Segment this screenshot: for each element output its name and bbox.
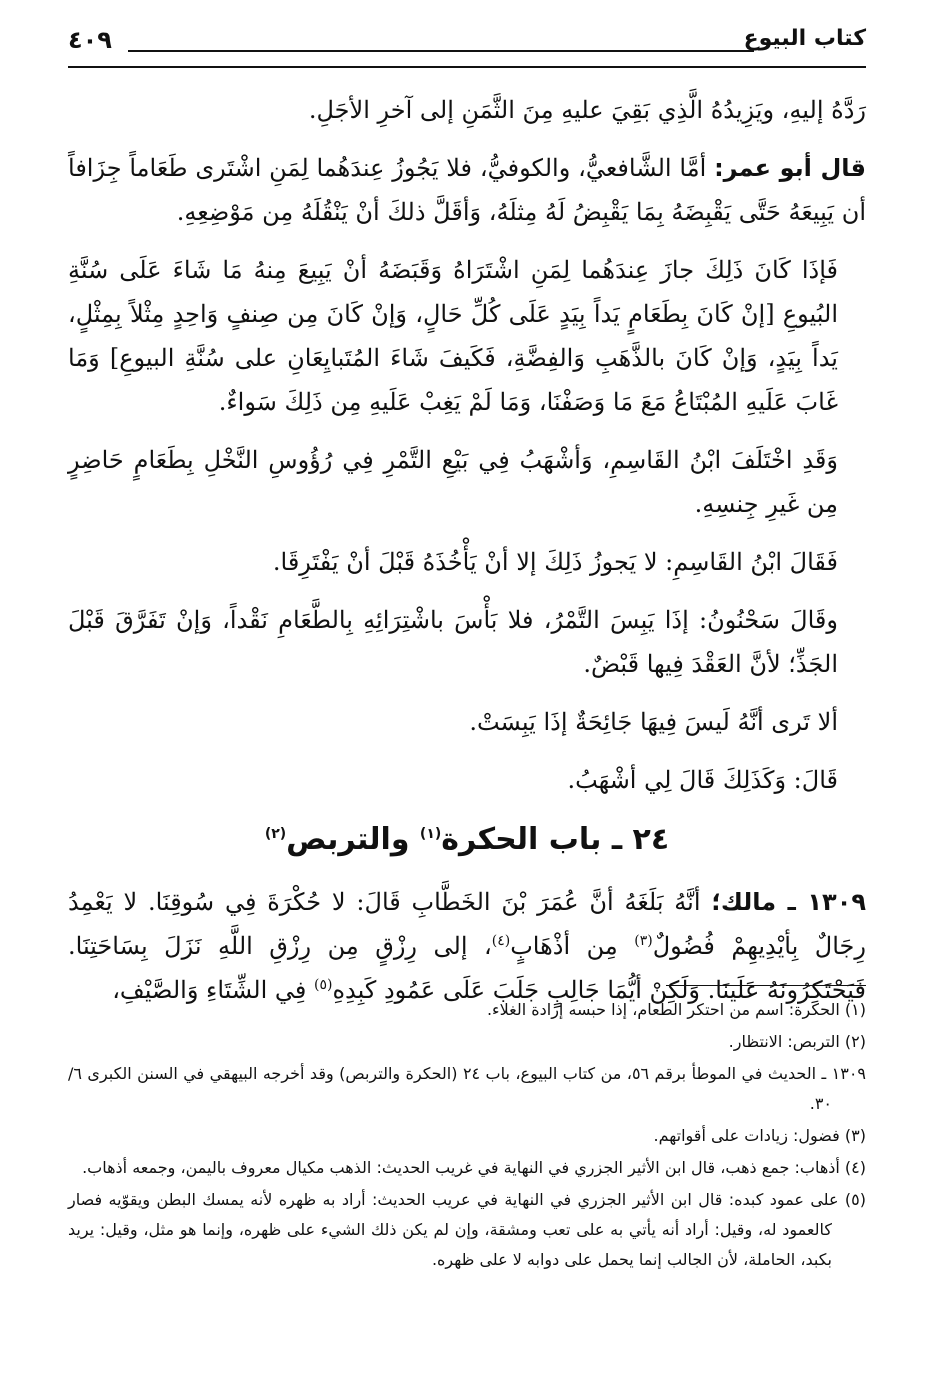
footnote-ref: (٥) [314,977,333,993]
footnote: (٤) أذهاب: جمع ذهب، قال ابن الأثير الجزري في النهاية في غريب الحديث: الذهب مكيال معروف باليمن، وجمعه أذهاب. [82,1158,866,1177]
paragraph: قَالَ: وَكَذَلِكَ قَالَ لِي أشْهَبُ. [567,766,838,794]
footnote: (٣) فضول: زيادات على أقواتهم. [653,1126,866,1145]
footnote: ١٣٠٩ ـ الحديث في الموطأ برقم ٥٦، من كتاب البيوع، باب ٢٤ (الحكرة والتربص) وقد أخرجه البيهقي في السنن الكبرى ٦/ ٣٠. [68,1064,867,1113]
speaker-label: قال أبو عمر: [714,154,866,182]
chapter-title: باب الحكرة [441,822,602,857]
chapter-dash: ـ [601,822,633,857]
header-underline [68,66,866,68]
footnote-ref: (٤) [491,933,511,949]
paragraph: ألا تَرى أنَّهُ لَيسَ فِيهَا جَائِحَةٌ إذَا يَبِسَتْ. [469,708,838,736]
paragraph-text: أنَّهُ بَلَغَهُ أنَّ عُمَرَ بْنَ الخَطَّابِ قَالَ: لا حُكْرَةَ فِي سُوقِنَا. لا يَعْمِدُ رِجَالٌ بِأيْدِيهِمْ فُضُولٌ [68,888,866,960]
paragraph: فَإذَا كَانَ ذَلِكَ جازَ عِندَهُما لِمَنِ اشْتَرَاهُ وَقَبَضَهُ أنْ يَبِيعَ مِنهُ مَا شَاءَ عَلَى سُنَّةِ البُيوعِ [إنْ كَانَ بِطَعَامٍ يَداً بِيَدٍ عَلَى كُلِّ حَالٍ، وَإنْ كَانَ مِن صِنفٍ وَاحِدٍ مِثْلاً بِمِثْلٍ، يَداً بِيَدٍ، وَإنْ كَانَ بالذَّهَبِ وَالفِضَّةِ، فَكَيفَ شَاءَ المُتَبايِعَانِ على سُنَّةِ البيوعِ] وَمَا غَابَ عَلَيهِ المُبْتَاعُ مَعَ مَا وَصَفْنَا، وَمَا لَمْ يَغِبْ عَلَيهِ مِن ذَلِكَ سَواءٌ. [68,256,838,416]
paragraph-text: ، إلى رِزْقٍ مِن رِزْقِ اللَّهِ نَزَلَ بِسَاحَتِنَا. فَيَحْتَكِرُونَهُ عَلَينَا. وَلَكِنْ أيُّمَا جَالِبٍ جَلَبَ عَلَى عَمُودِ كَبِدِهِ [68,932,866,1004]
paragraph: رَدَّهُ إليهِ، ويَزِيدُهُ الَّذِي بَقِيَ عليهِ مِنَ الثَّمَنِ إلى آخرِ الأجَلِ. [308,96,866,124]
footnotes [68,995,866,1277]
footnote-ref: (٣) [634,933,653,949]
paragraph-text: فِي الشِّتَاءِ وَالصَّيْفِ، [112,976,314,1004]
paragraph [68,146,866,234]
footnote-ref: (٢) [264,826,287,842]
paragraph-text: مِن أذْهَابٍ [510,932,635,960]
header-rule [128,50,754,52]
page-number: ٤٠٩ [68,26,112,54]
chapter-title: والتربص [286,822,420,857]
chapter-number: ٢٤ [632,822,670,857]
main-text [68,88,866,1026]
paragraph-text: أمَّا الشَّافعيُّ، والكوفيُّ، فلا يَجُوزُ عِندَهُما لِمَنِ اشْتَرى طَعَاماً جِزَافاً أن يَبِيعَهُ حَتَّى يَقْبِضَهُ بِمَا يَقْبِضُ لَهُ مِثلَهُ، وَأقَلَّ ذلكَ أنْ يَنْقُلَهُ مِن مَوْضِعِهِ. [68,154,866,226]
hadith-number: ١٣٠٩ ـ مالك؛ [711,888,866,916]
book-title: كتاب البيوع [743,26,866,51]
paragraph: فَقَالَ ابْنُ القَاسِمِ: لا يَجوزُ ذَلِكَ إلا أنْ يَأْخُذَهُ قَبْلَ أنْ يَفْتَرِقَا. [272,548,838,576]
footnote: (١) الحكرة: اسم من احتكر الطعام، إذا حبسه إرادة الغلاء. [486,1000,866,1019]
chapter-heading [68,816,866,864]
hadith-paragraph [68,880,866,1012]
footnote: (٢) التربص: الانتظار. [728,1032,866,1051]
paragraph: وقَالَ سَحْنُونُ: إذَا يَبِسَ التَّمْرُ، فلا بَأْسَ باشْتِرَائِهِ بِالطَّعَامِ نَقْداً، وَإنْ تَفَرَّقَ قَبْلَ الجَذِّ؛ لأنَّ العَقْدَ فِيها قَبْضٌ. [68,606,838,678]
running-header [68,18,866,66]
footnote: (٥) على عمود كبده: قال ابن الأثير الجزري في النهاية في عريب الحديث: أراد به ظهره لأنه يمسك البطن ويقوّيه فصار كالعمود له، وقيل: أراد أنه يأتي به على تعب ومشقة، وإن لم يكن ذلك الشيء على ظهره، وإنما هو مثل، وقيل: يريد بكبد، الحاملة، لأن الجالب إنما يحمل على دوابه لا على ظهره. [68,1190,866,1269]
footnote-separator [666,985,866,986]
paragraph: وَقَدِ اخْتَلَفَ ابْنُ القَاسِمِ، وَأشْهَبُ فِي بَيْعِ التَّمْرِ فِي رُؤُوسِ النَّخْلِ بِطَعَامٍ حَاضِرٍ مِن غَيرِ جِنسِهِ. [68,446,838,518]
footnote-ref: (١) [419,826,442,842]
